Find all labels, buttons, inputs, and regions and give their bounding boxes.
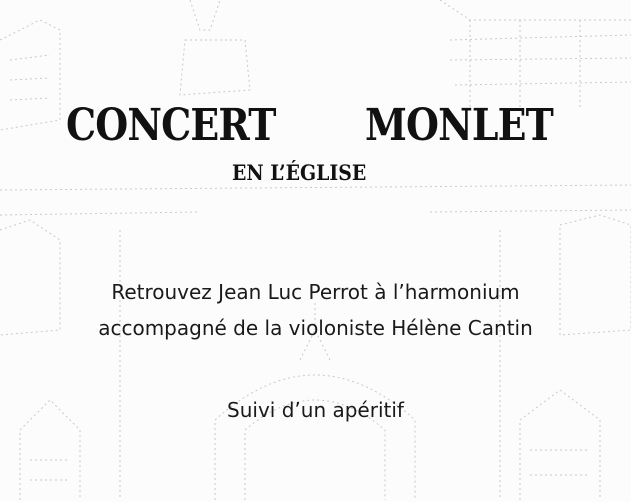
body-line-violinist: accompagné de la violoniste Hélène Cantin bbox=[98, 316, 533, 340]
title-concert: CONCERT bbox=[66, 100, 276, 151]
body-line-performer: Retrouvez Jean Luc Perrot à l’harmonium bbox=[111, 280, 520, 304]
subtitle-en-eglise: EN L’ÉGLISE bbox=[232, 160, 367, 185]
body-line-aperitif: Suivi d’un apéritif bbox=[227, 398, 404, 422]
title-monlet: MONLET bbox=[365, 100, 553, 151]
title-row bbox=[0, 98, 631, 158]
